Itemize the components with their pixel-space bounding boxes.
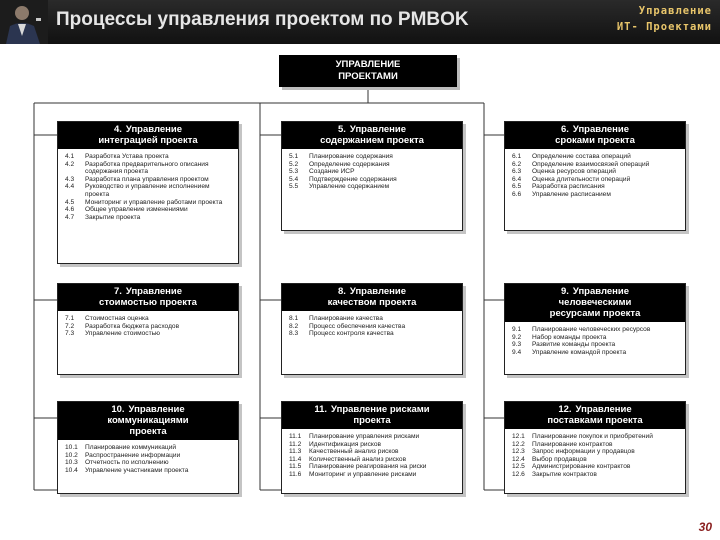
process-name: Запрос информации у продавцов xyxy=(532,448,635,456)
process-item xyxy=(512,168,679,176)
area-title xyxy=(282,122,462,149)
process-name: Процесс контроля качества xyxy=(309,330,394,338)
knowledge-area-communications xyxy=(57,401,239,494)
knowledge-area-procurement xyxy=(504,401,686,494)
area-title-text: Управление стоимостью проекта xyxy=(99,286,197,308)
process-item xyxy=(289,323,456,331)
process-name: Набор команды проекта xyxy=(532,333,607,341)
process-number: 9.1 xyxy=(512,326,522,333)
process-name: Выбор продавцов xyxy=(532,455,587,463)
process-number: 11.2 xyxy=(289,440,302,448)
process-number: 11.3 xyxy=(289,448,302,456)
process-number: 8.3 xyxy=(289,330,299,338)
process-list xyxy=(282,311,462,340)
process-number: 6.4 xyxy=(512,175,522,183)
process-number: 8.2 xyxy=(289,322,299,330)
root-title-line-2: ПРОЕКТАМИ xyxy=(338,71,398,82)
process-number: 4.6 xyxy=(65,206,75,214)
process-item xyxy=(65,161,232,176)
process-item xyxy=(289,161,456,169)
process-item xyxy=(65,206,232,214)
process-name: Разработка расписания xyxy=(532,183,605,191)
process-number: 5.5 xyxy=(289,183,299,191)
process-item xyxy=(65,467,232,475)
process-name: Планирование реагирования на риски xyxy=(309,463,427,471)
process-name: Подтверждение содержания xyxy=(309,175,397,183)
process-number: 9.2 xyxy=(512,333,522,341)
process-name: Планирование содержания xyxy=(309,153,393,160)
area-number: 4. xyxy=(113,124,122,135)
process-list xyxy=(505,429,685,481)
area-number: 5. xyxy=(337,124,346,135)
process-list xyxy=(282,149,462,193)
process-number: 5.4 xyxy=(289,175,299,183)
page-title: Процессы управления проектом по PMBOK xyxy=(56,9,469,30)
brand-line-2: ИТ- Проектами xyxy=(616,21,712,33)
process-name: Качественный анализ рисков xyxy=(309,448,399,456)
process-number: 5.3 xyxy=(289,168,299,176)
process-item xyxy=(512,456,679,464)
process-item xyxy=(512,183,679,191)
process-name: Разработка плана управления проектом xyxy=(85,175,209,183)
process-item xyxy=(65,330,232,338)
process-item xyxy=(65,452,232,460)
process-name: Разработка бюджета расходов xyxy=(85,322,180,330)
process-number: 7.2 xyxy=(65,322,75,330)
brand-line-1: Управление xyxy=(638,5,712,17)
process-number: 4.4 xyxy=(65,183,75,191)
process-number: 6.1 xyxy=(512,153,522,160)
process-number: 7.3 xyxy=(65,330,75,338)
process-number: 10.1 xyxy=(65,444,78,451)
process-number: 4.1 xyxy=(65,153,75,160)
process-item xyxy=(289,330,456,338)
process-number: 6.5 xyxy=(512,183,522,191)
process-item xyxy=(512,341,679,349)
process-number: 10.3 xyxy=(65,459,78,467)
process-item xyxy=(512,326,679,334)
process-number: 11.6 xyxy=(289,470,302,478)
process-name: Разработка предварительного описания содержания проекта xyxy=(85,160,209,176)
process-name: Мониторинг и управление рисками xyxy=(309,470,417,478)
process-number: 10.2 xyxy=(65,451,78,459)
process-number: 4.3 xyxy=(65,175,75,183)
process-number: 12.3 xyxy=(512,448,525,456)
process-item xyxy=(65,176,232,184)
process-item xyxy=(289,448,456,456)
process-item xyxy=(289,176,456,184)
process-number: 6.6 xyxy=(512,190,522,198)
area-title-text: Управление содержанием проекта xyxy=(320,124,424,146)
process-item xyxy=(289,315,456,323)
process-item xyxy=(289,471,456,479)
area-title xyxy=(58,122,238,149)
page-number: 30 xyxy=(698,520,712,534)
process-number: 10.4 xyxy=(65,466,78,474)
process-item xyxy=(65,183,232,198)
area-title xyxy=(505,284,685,322)
process-name: Процесс обеспечения качества xyxy=(309,322,406,330)
process-list xyxy=(58,440,238,476)
process-item xyxy=(289,433,456,441)
area-number: 10. xyxy=(111,404,125,415)
process-number: 11.1 xyxy=(289,433,302,440)
process-name: Планирование качества xyxy=(309,315,383,322)
process-item xyxy=(512,441,679,449)
process-number: 11.4 xyxy=(289,455,302,463)
process-number: 6.3 xyxy=(512,168,522,176)
process-item xyxy=(65,459,232,467)
process-name: Оценка длительности операций xyxy=(532,175,631,183)
process-name: Создание ИСР xyxy=(309,168,355,176)
knowledge-area-integration xyxy=(57,121,239,264)
process-name: Управление расписанием xyxy=(532,190,611,198)
process-item xyxy=(65,323,232,331)
area-number: 11. xyxy=(314,404,328,415)
process-number: 4.7 xyxy=(65,213,75,221)
process-name: Отчетность по исполнению xyxy=(85,459,169,467)
process-item xyxy=(512,334,679,342)
knowledge-area-quality xyxy=(281,283,463,375)
process-number: 7.1 xyxy=(65,315,75,322)
process-name: Планирование покупок и приобретений xyxy=(532,433,653,440)
process-name: Планирование человеческих ресурсов xyxy=(532,326,651,333)
area-number: 7. xyxy=(113,286,122,297)
process-item xyxy=(512,191,679,199)
process-name: Закрытие проекта xyxy=(85,213,141,221)
process-number: 12.2 xyxy=(512,440,525,448)
process-number: 9.4 xyxy=(512,348,522,356)
area-number: 9. xyxy=(560,286,569,297)
process-name: Планирование коммуникаций xyxy=(85,444,177,451)
area-title xyxy=(505,402,685,429)
process-list xyxy=(282,429,462,481)
process-name: Планирование контрактов xyxy=(532,440,613,448)
process-name: Развитие команды проекта xyxy=(532,341,616,349)
process-name: Определение взаимосвязей операций xyxy=(532,160,650,168)
process-item xyxy=(289,463,456,471)
process-name: Управление содержанием xyxy=(309,183,390,191)
process-item xyxy=(512,153,679,161)
area-title-text: Управление качеством проекта xyxy=(327,286,417,308)
process-item xyxy=(65,444,232,452)
process-name: Закрытие контрактов xyxy=(532,470,597,478)
process-item xyxy=(512,471,679,479)
area-title-text: Управление коммуникациями проекта xyxy=(107,404,189,437)
area-title xyxy=(505,122,685,149)
area-number: 6. xyxy=(560,124,569,135)
process-number: 12.6 xyxy=(512,470,525,478)
process-item xyxy=(289,183,456,191)
process-item xyxy=(289,456,456,464)
area-title-text: Управление сроками проекта xyxy=(555,124,635,146)
process-item xyxy=(65,214,232,222)
knowledge-area-risk xyxy=(281,401,463,494)
area-title xyxy=(282,402,462,429)
process-number: 12.4 xyxy=(512,455,525,463)
process-name: Определение содержания xyxy=(309,160,390,168)
process-item xyxy=(512,433,679,441)
process-name: Оценка ресурсов операций xyxy=(532,168,616,176)
knowledge-area-time xyxy=(504,121,686,231)
process-number: 6.2 xyxy=(512,160,522,168)
process-number: 11.5 xyxy=(289,463,302,471)
area-title-text: Управление человеческими ресурсами проекта xyxy=(549,286,641,319)
process-name: Мониторинг и управление работами проекта xyxy=(85,198,223,206)
process-number: 5.2 xyxy=(289,160,299,168)
process-name: Управление командой проекта xyxy=(532,348,627,356)
process-item xyxy=(65,315,232,323)
root-title-line-1: УПРАВЛЕНИЕ xyxy=(335,59,401,70)
root-node-project-management xyxy=(279,55,457,87)
area-title xyxy=(58,402,238,440)
process-list xyxy=(58,311,238,340)
process-name: Руководство и управление исполнением проекта xyxy=(85,183,210,198)
area-title-text: Управление поставками проекта xyxy=(547,404,643,426)
process-name: Планирование управления рисками xyxy=(309,433,420,440)
process-number: 12.5 xyxy=(512,463,525,471)
process-item xyxy=(512,448,679,456)
process-name: Управление стоимостью xyxy=(85,330,160,338)
process-name: Администрирование контрактов xyxy=(532,463,631,471)
knowledge-area-human-resources xyxy=(504,283,686,375)
area-number: 12. xyxy=(558,404,572,415)
process-number: 4.2 xyxy=(65,160,75,168)
process-item xyxy=(289,168,456,176)
area-title-text: Управление рисками проекта xyxy=(331,404,430,426)
process-list xyxy=(58,149,238,223)
process-name: Определение состава операций xyxy=(532,153,631,160)
process-item xyxy=(512,463,679,471)
area-title xyxy=(282,284,462,311)
area-title xyxy=(58,284,238,311)
knowledge-area-cost xyxy=(57,283,239,375)
process-list xyxy=(505,322,685,358)
process-item xyxy=(65,153,232,161)
process-number: 5.1 xyxy=(289,153,299,160)
process-name: Распространение информации xyxy=(85,451,181,459)
area-number: 8. xyxy=(337,286,346,297)
process-name: Идентификация рисков xyxy=(309,440,382,448)
process-number: 4.5 xyxy=(65,198,75,206)
process-name: Общее управление изменениями xyxy=(85,206,188,214)
process-number: 12.1 xyxy=(512,433,525,440)
process-number: 8.1 xyxy=(289,315,299,322)
process-list xyxy=(505,149,685,201)
process-item xyxy=(289,153,456,161)
process-name: Стоимостная оценка xyxy=(85,315,149,322)
area-title-text: Управление интеграцией проекта xyxy=(98,124,198,146)
knowledge-area-scope xyxy=(281,121,463,231)
process-name: Управление участниками проекта xyxy=(85,466,189,474)
process-name: Количественный анализ рисков xyxy=(309,455,407,463)
process-name: Разработка Устава проекта xyxy=(85,153,169,160)
process-number: 9.3 xyxy=(512,341,522,349)
process-item xyxy=(512,349,679,357)
